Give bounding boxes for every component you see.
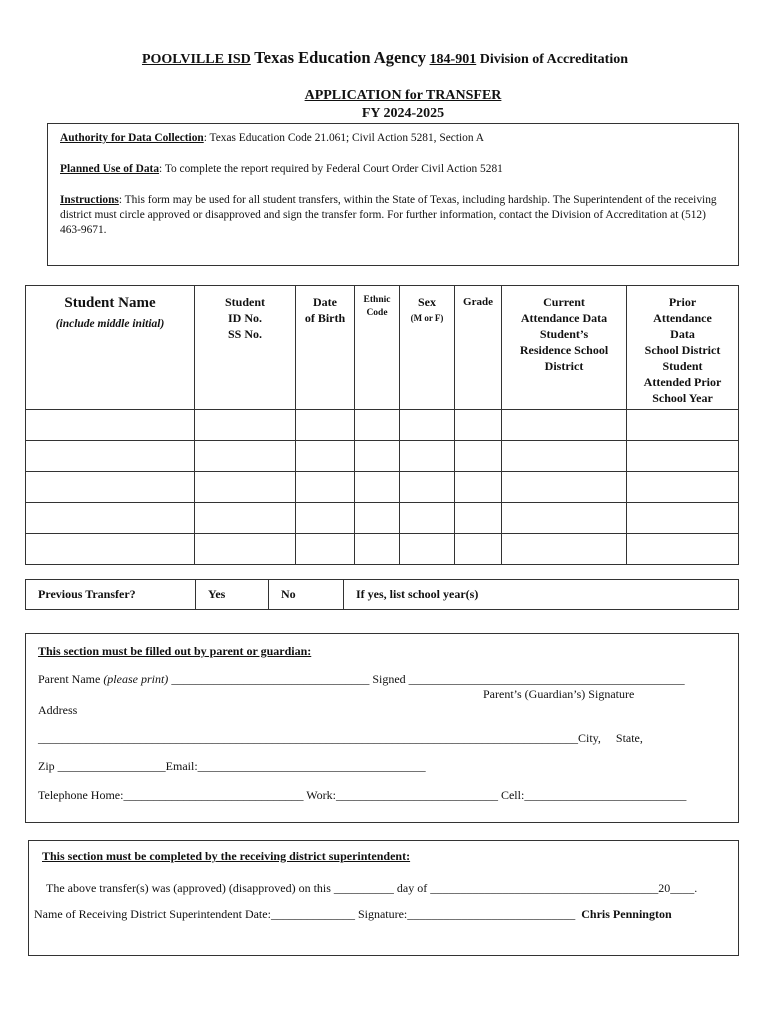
sex-cell[interactable] (400, 472, 455, 503)
agency-name: Texas Education Agency (254, 48, 427, 67)
sex-cell[interactable] (400, 441, 455, 472)
grade-cell[interactable] (455, 472, 502, 503)
current-cell[interactable] (502, 472, 627, 503)
prior-line7: School Year (652, 391, 713, 405)
dob-cell[interactable] (296, 472, 355, 503)
prior-line1: Prior (668, 295, 697, 309)
student-table (25, 285, 739, 565)
current-line5: District (544, 359, 584, 373)
col-student-id (195, 286, 296, 410)
student-name-cell[interactable] (26, 410, 195, 441)
city-state-label: City, State, (578, 731, 643, 745)
grade-cell[interactable] (455, 534, 502, 565)
transfer-approval-line[interactable]: The above transfer(s) was (approved) (disapproved) on this __________ day of ______________________________________20____. (46, 881, 698, 895)
form-header (0, 48, 770, 68)
current-line2: Attendance Data (520, 311, 608, 325)
prior-cell[interactable] (627, 472, 739, 503)
signed-label: Signed (372, 672, 406, 686)
home-phone-label: Telephone Home: (38, 788, 124, 802)
date-field[interactable]: ______________ (270, 907, 355, 921)
form-title: APPLICATION for TRANSFER (304, 88, 502, 103)
superintendent-signer: Chris Pennington (581, 907, 672, 921)
authority-text: : Texas Education Code 21.061; Civil Action 5281, Section A (203, 132, 484, 144)
superintendent-name-line (34, 907, 672, 922)
instructions-label: Instructions (60, 194, 119, 206)
current-cell[interactable] (502, 503, 627, 534)
ethnic-cell[interactable] (355, 410, 400, 441)
planned-use-line (60, 162, 726, 177)
cell-phone-field[interactable]: ___________________________ (524, 788, 687, 802)
dob-cell[interactable] (296, 410, 355, 441)
address-label: Address (38, 703, 78, 717)
dob-cell[interactable] (296, 441, 355, 472)
student-id-cell[interactable] (195, 503, 296, 534)
student-id-cell[interactable] (195, 410, 296, 441)
previous-transfer-yes[interactable]: Yes (196, 580, 269, 610)
col-student-name (26, 286, 195, 410)
sex-cell[interactable] (400, 503, 455, 534)
ethnic-cell[interactable] (355, 441, 400, 472)
ethnic-line2: Code (366, 308, 388, 318)
table-row[interactable] (26, 534, 739, 565)
student-name-cell[interactable] (26, 441, 195, 472)
student-id-line1: Student (224, 295, 265, 309)
dob-cell[interactable] (296, 534, 355, 565)
current-cell[interactable] (502, 410, 627, 441)
address-field[interactable]: __________________________________________________________________________________________ (38, 731, 578, 745)
fiscal-year: FY 2024-2025 (361, 106, 445, 121)
sex-subheader: (M or F) (410, 313, 444, 323)
previous-transfer-table (25, 579, 739, 610)
current-line3: Student’s (539, 327, 589, 341)
student-name-cell[interactable] (26, 534, 195, 565)
parent-name-line (38, 672, 685, 687)
student-name-header: Student Name (64, 295, 156, 311)
student-id-cell[interactable] (195, 472, 296, 503)
student-name-cell[interactable] (26, 503, 195, 534)
previous-transfer-no[interactable]: No (269, 580, 344, 610)
prior-line5: Student (662, 359, 703, 373)
grade-header: Grade (463, 296, 493, 308)
col-prior-attendance (627, 286, 739, 410)
col-ethnic-code (355, 286, 400, 410)
col-grade (455, 286, 502, 410)
telephone-line (38, 788, 686, 803)
table-row[interactable] (26, 503, 739, 534)
dob-line2: of Birth (304, 311, 346, 325)
authority-label: Authority for Data Collection (60, 132, 204, 144)
ethnic-cell[interactable] (355, 472, 400, 503)
prior-line4: School District (644, 343, 721, 357)
planned-use-label: Planned Use of Data (60, 163, 160, 175)
ethnic-cell[interactable] (355, 534, 400, 565)
home-phone-field[interactable]: ______________________________ (123, 788, 304, 802)
signature-label: Signature: (357, 907, 408, 921)
email-field[interactable]: ______________________________________ (197, 759, 426, 773)
prior-line6: Attended Prior (643, 375, 722, 389)
grade-cell[interactable] (455, 410, 502, 441)
previous-transfer-years[interactable]: If yes, list school year(s) (344, 580, 739, 610)
zip-email-line (38, 759, 426, 774)
col-current-attendance (502, 286, 627, 410)
zip-field[interactable]: __________________ (57, 759, 166, 773)
previous-transfer-row (26, 580, 739, 610)
division-name: Division of Accreditation (479, 52, 629, 67)
col-sex (400, 286, 455, 410)
student-id-cell[interactable] (195, 534, 296, 565)
parent-name-hint: (please print) (103, 672, 169, 686)
parent-name-field[interactable]: _________________________________ (171, 672, 370, 686)
previous-transfer-label: Previous Transfer? (26, 580, 196, 610)
sex-cell[interactable] (400, 534, 455, 565)
prior-cell[interactable] (627, 441, 739, 472)
ethnic-line1: Ethnic (363, 295, 391, 305)
sex-header: Sex (418, 295, 436, 309)
prior-cell[interactable] (627, 534, 739, 565)
grade-cell[interactable] (455, 441, 502, 472)
grade-cell[interactable] (455, 503, 502, 534)
ethnic-cell[interactable] (355, 503, 400, 534)
parent-section-heading: This section must be filled out by parent or guardian: (38, 644, 312, 658)
table-row[interactable] (26, 410, 739, 441)
current-cell[interactable] (502, 534, 627, 565)
instructions-text: : This form may be used for all student transfers, within the State of Texas, including hardship. The Superintendent of the receiving district must circle approved or disapproved and sign the transfer form. For further information, contact the Division of Accreditation at (512) 463-9671. (60, 194, 717, 236)
dob-cell[interactable] (296, 503, 355, 534)
planned-use-text: : To complete the report required by Federal Court Order Civil Action 5281 (159, 163, 503, 175)
prior-line2: Attendance (653, 311, 712, 325)
prior-cell[interactable] (627, 410, 739, 441)
district-name: POOLVILLE ISD (141, 52, 251, 67)
signature-field[interactable]: ____________________________ (407, 907, 576, 921)
signed-field[interactable]: ______________________________________________ (408, 672, 685, 686)
prior-cell[interactable] (627, 503, 739, 534)
table-row[interactable] (26, 472, 739, 503)
work-phone-label: Work: (306, 788, 336, 802)
zip-label: Zip (38, 759, 55, 773)
superintendent-section (28, 840, 739, 956)
email-label: Email: (165, 759, 198, 773)
prior-line3: Data (670, 327, 695, 341)
col-date-of-birth (296, 286, 355, 410)
work-phone-field[interactable]: ___________________________ (335, 788, 498, 802)
student-id-cell[interactable] (195, 441, 296, 472)
superintendent-heading: This section must be completed by the receiving district superintendent: (42, 849, 411, 863)
address-line (38, 731, 643, 746)
table-row[interactable] (26, 441, 739, 472)
authority-box (47, 123, 739, 266)
superintendent-name-label: Name of Receiving District Superintendent Date: (34, 907, 271, 921)
district-code: 184-901 (429, 52, 477, 67)
student-name-subheader: (include middle initial) (55, 318, 165, 330)
cell-phone-label: Cell: (500, 788, 525, 802)
authority-line (60, 131, 726, 146)
signature-caption: Parent’s (Guardian’s) Signature (483, 687, 635, 701)
parent-name-label: Parent Name (38, 672, 101, 686)
parent-section (25, 633, 739, 823)
student-id-line2: ID No. (227, 311, 262, 325)
current-line4: Residence School (519, 343, 609, 357)
sex-cell[interactable] (400, 410, 455, 441)
student-name-cell[interactable] (26, 472, 195, 503)
current-cell[interactable] (502, 441, 627, 472)
table-header-row (26, 286, 739, 410)
instructions-line (60, 193, 726, 238)
student-id-line3: SS No. (227, 327, 262, 341)
dob-line1: Date (313, 295, 337, 309)
current-line1: Current (543, 295, 585, 309)
